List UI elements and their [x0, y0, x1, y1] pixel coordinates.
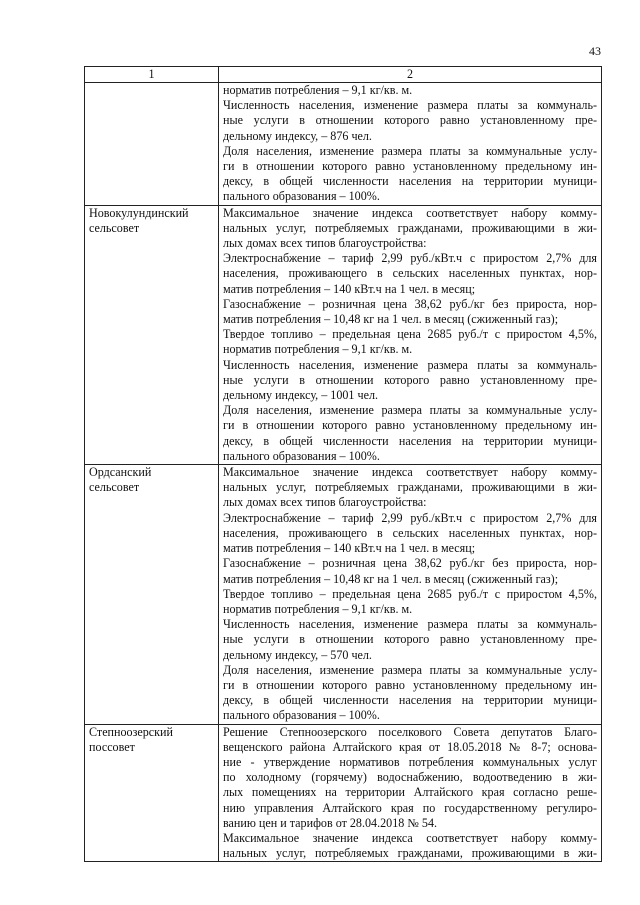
text-line: нальных услуг, потребляемых гражданами, проживающими в жи-	[223, 846, 597, 861]
paragraph	[223, 831, 597, 861]
text-line: лых помещениях на территории Алтайского края согласно реше-	[223, 785, 597, 800]
text-line: ные услуги в отношении которого равно установленному пре-	[223, 113, 597, 128]
text-line: ные услуги в отношении которого равно установленному пре-	[223, 632, 597, 647]
municipality-cell	[85, 724, 219, 862]
text-line: ги в отношении которого равно установленному предельному ин-	[223, 418, 597, 433]
text-line: Доля населения, изменение размера платы за коммунальные услу-	[223, 403, 597, 418]
text-line: нальных услуг, потребляемых гражданами, проживающими в жи-	[223, 480, 597, 495]
text-line: дельному индексу, – 876 чел.	[223, 128, 372, 143]
paragraph	[223, 144, 597, 205]
text-line: Твердое топливо – предельная цена 2685 руб./т с приростом 4,5%,	[223, 586, 597, 601]
text-line: матив потребления – 140 кВт.ч на 1 чел. в месяц;	[223, 281, 476, 296]
paragraph	[223, 297, 597, 327]
text-line: ние - утверждение нормативов потребления коммунальных услуг	[223, 754, 597, 769]
paragraph	[223, 587, 597, 617]
text-line: дексу, в общей численности населения на территории муници-	[223, 174, 597, 189]
text-line: норматив потребления – 9,1 кг/кв. м.	[223, 342, 413, 357]
paragraph	[223, 98, 597, 144]
text-line: Электроснабжение – тариф 2,99 руб./кВт.ч с приростом 2,7% для	[223, 251, 597, 266]
municipality-name-line: сельсовет	[89, 220, 140, 235]
description-cell	[219, 465, 602, 724]
paragraph	[223, 206, 597, 252]
paragraph	[223, 83, 597, 98]
paragraph	[223, 511, 597, 557]
text-line: Доля населения, изменение размера платы за коммунальные услу-	[223, 143, 597, 158]
table-row	[85, 724, 602, 862]
text-line: норматив потребления – 9,1 кг/кв. м.	[223, 83, 413, 97]
municipality-cell	[85, 465, 219, 724]
text-line: лых домах всех типов благоустройства:	[223, 495, 427, 510]
text-line: нальных услуг, потребляемых гражданами, проживающими в жи-	[223, 220, 597, 235]
municipality-name-line: Новокулундинский	[89, 205, 189, 220]
text-line: дексу, в общей численности населения на территории муници-	[223, 433, 597, 448]
municipality-name-line: поссовет	[89, 739, 135, 754]
municipality-name-line: сельсовет	[89, 480, 140, 495]
table-row	[85, 83, 602, 206]
text-line: Максимальное значение индекса соответствует набору комму-	[223, 830, 597, 845]
text-line: вещенского района Алтайского края от 18.05.2018 № 8-7; основа-	[223, 739, 597, 754]
text-line: ги в отношении которого равно установленному предельному ин-	[223, 159, 597, 174]
municipality-name-line: Ордсанский	[89, 465, 152, 480]
text-line: Твердое топливо – предельная цена 2685 руб./т с приростом 4,5%,	[223, 327, 597, 342]
table-row	[85, 465, 602, 724]
table-row	[85, 205, 602, 464]
paragraph	[223, 725, 597, 831]
description-cell	[219, 205, 602, 464]
text-line: пального образования – 100%.	[223, 189, 380, 204]
text-line: дельному индексу, – 1001 чел.	[223, 388, 379, 403]
text-line: Максимальное значение индекса соответствует набору комму-	[223, 465, 597, 480]
text-line: лых домах всех типов благоустройства:	[223, 236, 427, 251]
paragraph	[223, 465, 597, 511]
text-line: дельному индексу, – 570 чел.	[223, 647, 372, 662]
paragraph	[223, 663, 597, 724]
text-line: нию управления Алтайского края по государственному регулиро-	[223, 800, 597, 815]
paragraph	[223, 251, 597, 297]
text-line: матив потребления – 140 кВт.ч на 1 чел. в месяц;	[223, 541, 476, 556]
text-line: Газоснабжение – розничная цена 38,62 руб./кг без прироста, нор-	[223, 296, 597, 311]
municipality-name-line: Степноозерский	[89, 724, 173, 739]
index-table	[84, 66, 602, 862]
municipality-cell	[85, 205, 219, 464]
text-line: матив потребления – 10,48 кг на 1 чел. в месяц (сжиженный газ);	[223, 312, 559, 327]
page-number: 43	[589, 44, 601, 58]
text-line: пального образования – 100%.	[223, 708, 380, 723]
municipality-cell	[85, 83, 219, 206]
text-line: пального образования – 100%.	[223, 448, 380, 463]
text-line: Численность населения, изменение размера платы за коммуналь-	[223, 617, 597, 632]
column-header-1: 1	[85, 67, 219, 83]
text-line: Максимальное значение индекса соответствует набору комму-	[223, 205, 597, 220]
text-line: Газоснабжение – розничная цена 38,62 руб./кг без прироста, нор-	[223, 556, 597, 571]
column-header-2: 2	[219, 67, 602, 83]
description-cell	[219, 83, 602, 206]
description-cell	[219, 724, 602, 862]
text-line: Решение Степноозерского поселкового Совета депутатов Благо-	[223, 724, 597, 739]
paragraph	[223, 403, 597, 464]
text-line: Электроснабжение – тариф 2,99 руб./кВт.ч с приростом 2,7% для	[223, 510, 597, 525]
text-line: матив потребления – 10,48 кг на 1 чел. в месяц (сжиженный газ);	[223, 571, 559, 586]
paragraph	[223, 327, 597, 357]
paragraph	[223, 358, 597, 404]
text-line: ные услуги в отношении которого равно установленному пре-	[223, 372, 597, 387]
text-line: по холодному (горячему) водоснабжению, водоотведению в жи-	[223, 770, 597, 785]
text-line: Численность населения, изменение размера платы за коммуналь-	[223, 98, 597, 113]
text-line: Доля населения, изменение размера платы за коммунальные услу-	[223, 662, 597, 677]
paragraph	[223, 617, 597, 663]
paragraph	[223, 556, 597, 586]
text-line: населения, проживающего в сельских населенных пунктах, нор-	[223, 525, 597, 540]
text-line: ги в отношении которого равно установленному предельному ин-	[223, 677, 597, 692]
text-line: населения, проживающего в сельских населенных пунктах, нор-	[223, 266, 597, 281]
text-line: норматив потребления – 9,1 кг/кв. м.	[223, 601, 413, 616]
text-line: Численность населения, изменение размера платы за коммуналь-	[223, 357, 597, 372]
text-line: дексу, в общей численности населения на территории муници-	[223, 693, 597, 708]
text-line: ванию цен и тарифов от 28.04.2018 № 54.	[223, 815, 438, 830]
table-header-row	[85, 67, 602, 83]
